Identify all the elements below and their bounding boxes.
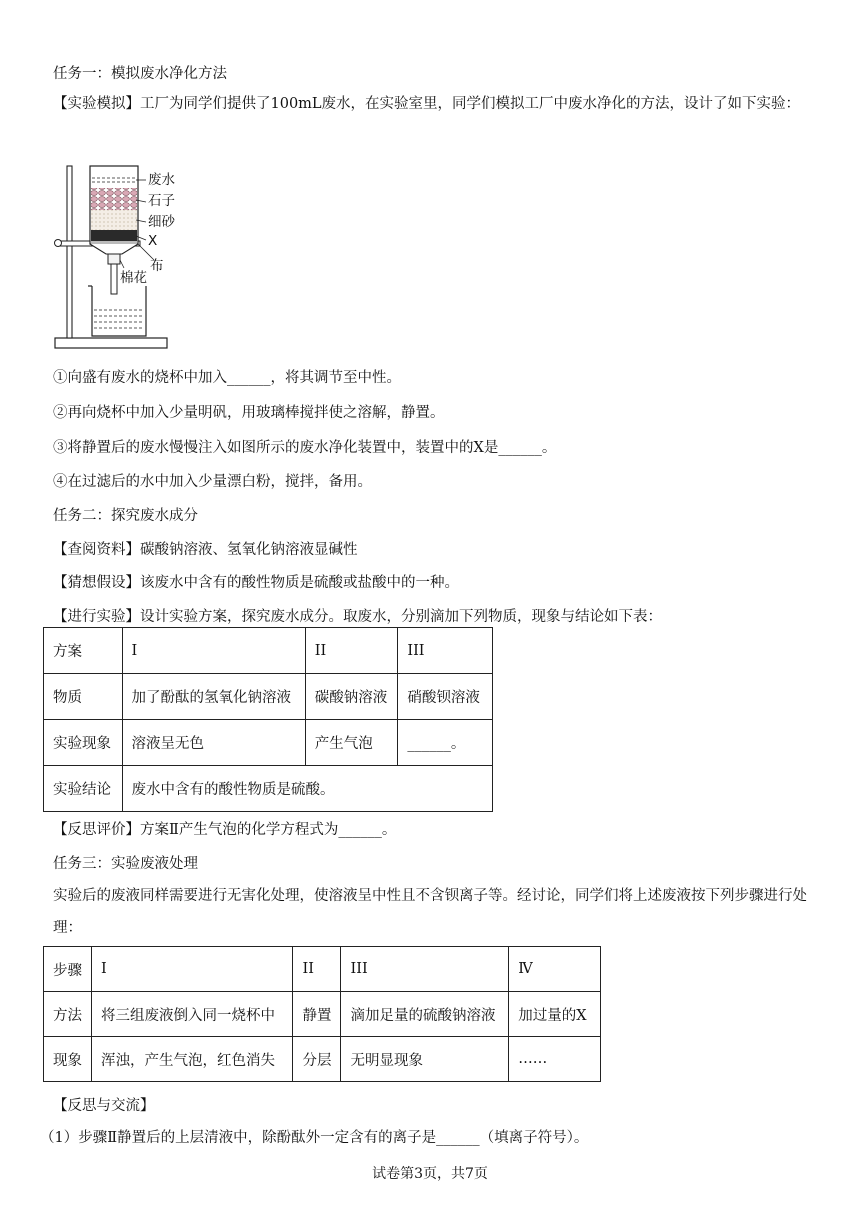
task1-step-2: ②再向烧杯中加入少量明矾，用玻璃棒搅拌使之溶解，静置。	[53, 405, 445, 421]
label-sand: 细砂	[148, 214, 175, 230]
label-cloth: 布	[150, 258, 164, 274]
label-wastewater: 废水	[148, 172, 175, 188]
table-cell: 废水中含有的酸性物质是硫酸。	[122, 766, 492, 812]
table-cell: I	[122, 628, 305, 674]
table-cell: 无明显现象	[341, 1037, 509, 1082]
table-cell: 方案	[44, 628, 123, 674]
table-cell: 滴加足量的硫酸钠溶液	[341, 992, 509, 1037]
table-cell: 现象	[44, 1037, 92, 1082]
label-x: X	[148, 233, 158, 249]
beaker	[92, 286, 146, 336]
label-cotton: 棉花	[120, 270, 147, 286]
task1-step-4: ④在过滤后的水中加入少量漂白粉，搅拌，备用。	[53, 474, 372, 490]
task1-intro: 【实验模拟】工厂为同学们提供了100mL废水，在实验室里，同学们模拟工厂中废水净化的方法，设计了如下实验：	[53, 96, 801, 112]
task1-title: 任务一：模拟废水净化方法	[53, 66, 227, 82]
table-row	[44, 720, 493, 766]
stone-layer	[91, 188, 137, 210]
table-cell: 加过量的X	[509, 992, 601, 1037]
stand-rod	[67, 166, 72, 338]
task2-reflection: 【反思评价】方案Ⅱ产生气泡的化学方程式为______。	[53, 822, 397, 838]
task2-title: 任务二：探究废水成分	[53, 508, 198, 524]
table-cell: 产生气泡	[305, 720, 398, 766]
table-cell: II	[293, 947, 341, 992]
table-cell: 浑浊，产生气泡，红色消失	[92, 1037, 293, 1082]
task2-experiment: 【进行实验】设计实验方案，探究废水成分。取废水，分别滴加下列物质，现象与结论如下表：	[53, 609, 662, 625]
table-row	[44, 674, 493, 720]
table-cell: III	[341, 947, 509, 992]
table-cell: 分层	[293, 1037, 341, 1082]
table-cell: 碳酸钠溶液	[305, 674, 398, 720]
table-cell: ……	[509, 1037, 601, 1082]
task3-title: 任务三：实验废液处理	[53, 856, 198, 872]
task3-intro: 实验后的废液同样需要进行无害化处理，使溶液呈中性且不含钡离子等。经讨论，同学们将上述废液按下列步骤进行处理：	[53, 888, 807, 936]
table-cell: 实验结论	[44, 766, 123, 812]
table-cell: I	[92, 947, 293, 992]
sand-layer	[91, 210, 137, 230]
stand-base	[55, 338, 167, 348]
task2-table	[43, 627, 493, 812]
table-cell: 实验现象	[44, 720, 123, 766]
table-row	[44, 766, 493, 812]
table-cell: 溶液呈无色	[122, 720, 305, 766]
table-cell: 物质	[44, 674, 123, 720]
table-cell: 硝酸钡溶液	[398, 674, 493, 720]
table-cell: 将三组废液倒入同一烧杯中	[92, 992, 293, 1037]
task1-step-3: ③将静置后的废水慢慢注入如图所示的废水净化装置中，装置中的X是______。	[53, 440, 557, 456]
table-cell: Ⅳ	[509, 947, 601, 992]
cloth-layer	[91, 241, 137, 244]
outlet-tube	[111, 264, 117, 294]
table-cell: 静置	[293, 992, 341, 1037]
table-row	[44, 992, 601, 1037]
task3-question-1: （1）步骤Ⅱ静置后的上层清液中，除酚酞外一定含有的离子是______（填离子符号）。	[40, 1130, 589, 1146]
table-cell: 加了酚酞的氢氧化钠溶液	[122, 674, 305, 720]
table-row	[44, 947, 601, 992]
table-cell: 步骤	[44, 947, 92, 992]
table-cell: III	[398, 628, 493, 674]
table-cell: II	[305, 628, 398, 674]
table-cell: ______。	[398, 720, 493, 766]
task3-discussion-title: 【反思与交流】	[53, 1098, 155, 1114]
page-footer: 试卷第3页，共7页	[372, 1166, 488, 1182]
cotton-plug	[108, 254, 120, 264]
task2-hypothesis: 【猜想假设】该废水中含有的酸性物质是硫酸或盐酸中的一种。	[53, 575, 459, 591]
label-stones: 石子	[148, 193, 175, 209]
table-cell: 方法	[44, 992, 92, 1037]
task3-table	[43, 946, 601, 1082]
task2-reference: 【查阅资料】碳酸钠溶液、氢氧化钠溶液显碱性	[53, 542, 358, 558]
table-row	[44, 628, 493, 674]
x-layer	[91, 230, 137, 241]
filtration-apparatus-figure	[50, 160, 200, 352]
task1-step-1: ①向盛有废水的烧杯中加入______，将其调节至中性。	[53, 370, 401, 386]
table-row	[44, 1037, 601, 1082]
